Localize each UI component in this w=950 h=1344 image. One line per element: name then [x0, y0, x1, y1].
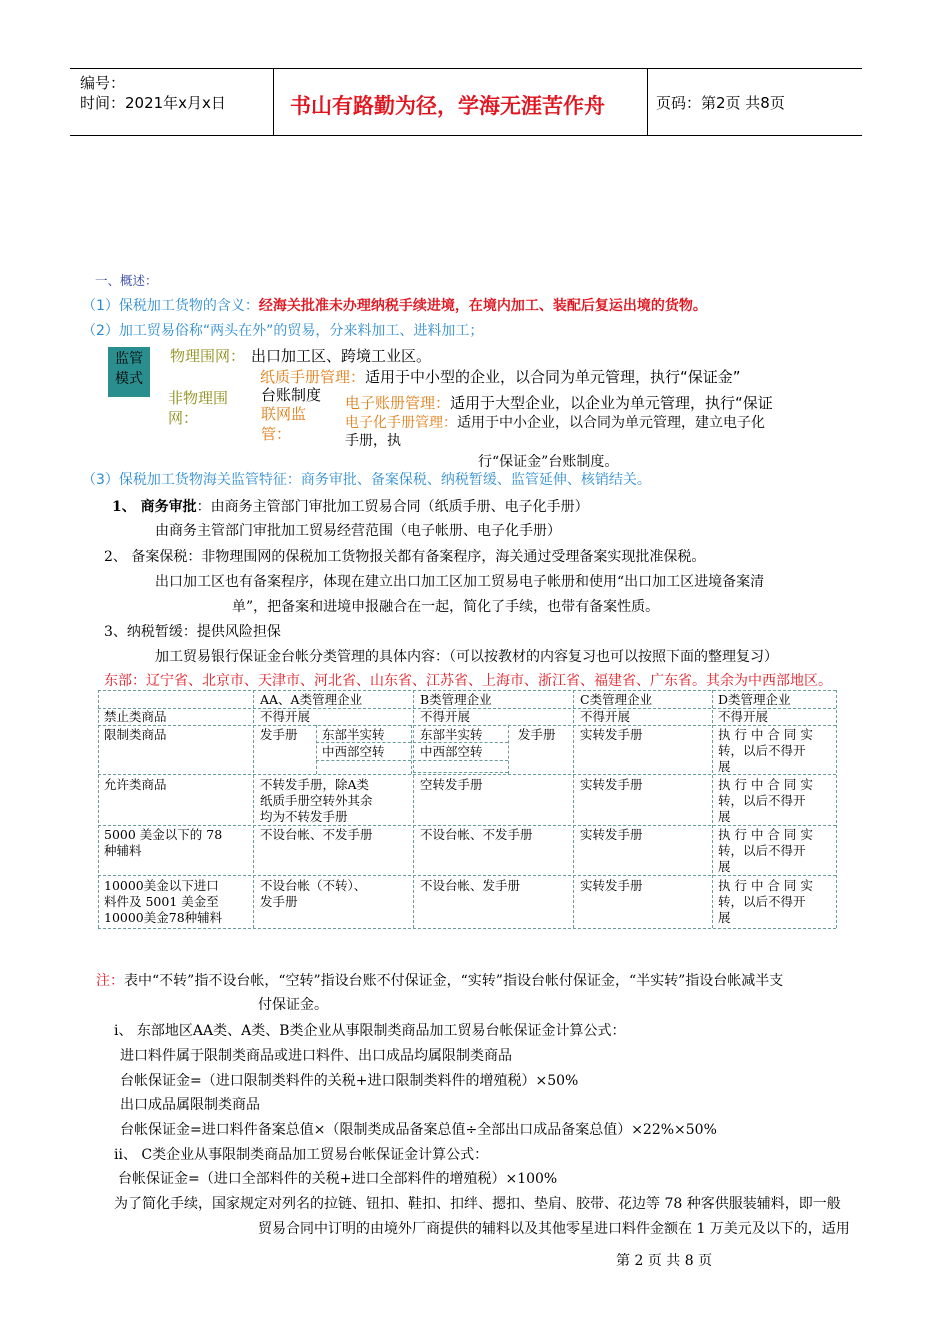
- physical-fence-line: 物理围网： 出口加工区、跨境工业区。: [170, 347, 432, 365]
- formula-i-line2: 台帐保证金=（进口限制类料件的关税+进口限制类料件的增殖税）×50%: [120, 1073, 579, 1089]
- commerce-approval-line2: 由商务主管部门审批加工贸易经营范围（电子帐册、电子化手册）: [155, 523, 561, 539]
- non-physical-fence-label: 非物理围 网：: [168, 389, 229, 427]
- row-5000-c: 实转发手册: [580, 827, 643, 842]
- row-10000-label: 10000美金以下进口 料件及 5001 美金至 10000美金78种辅料: [104, 878, 223, 925]
- formula-i-line1: 进口料件属于限制类商品或进口料件、出口成品均属限制类商品: [120, 1048, 512, 1064]
- formula-ii-line3: 贸易合同中订明的由境外厂商提供的辅料以及其他零星进口料件金额在 1 万美元及以下的，适用: [258, 1221, 850, 1237]
- row-prohibited-a: 不得开展: [260, 709, 311, 724]
- page-footer: 第 2 页 共 8 页: [616, 1253, 713, 1269]
- row-5000-label: 5000 美金以下的 78 种辅料: [104, 827, 223, 858]
- record-bonding-line2: 出口加工区也有备案程序，体现在建立出口加工区加工贸易电子帐册和使用“出口加工区进境备案清: [155, 574, 765, 590]
- formula-ii-line2: 为了简化手续，国家规定对列名的拉链、钮扣、鞋扣、扣绊、摁扣、垫肩、胶带、花边等 78 种客供服装辅料，即一般: [114, 1196, 841, 1212]
- row-prohibited-d: 不得开展: [718, 709, 769, 724]
- formula-i-title: ⅰ、 东部地区AA类、A类、B类企业从事限制类商品加工贸易台帐保证金计算公式：: [114, 1023, 626, 1039]
- paper-manual-line: 纸质手册管理：适用于中小型的企业，以合同为单元管理，执行“保证金”: [260, 368, 741, 386]
- note-line: 注：表中“不转”指不设台帐，“空转”指设台账不付保证金，“实转”指设台帐付保证金，“半实转”指设台帐减半支: [96, 973, 784, 989]
- formula-i-line3: 出口成品属限制类商品: [120, 1097, 260, 1113]
- row-restricted-d: 执 行 中 合 同 实 转，以后不得开 展: [718, 727, 813, 774]
- row-5000-b: 不设台帐、不发手册: [420, 827, 533, 842]
- header-motto: 书山有路勤为径，学海无涯苦作舟: [290, 94, 605, 118]
- row-restricted-b-mid: 中西部空转: [420, 744, 483, 759]
- row-allowed-b: 空转发手册: [420, 777, 483, 792]
- electronic-manual-line-cont: 行“保证金”台账制度。: [478, 454, 619, 470]
- electronic-manual-line: 电子化手册管理：适用于中小企业，以合同为单元管理，建立电子化 手册，执: [345, 415, 765, 449]
- ledger-system-label: 台账制度: [261, 386, 322, 404]
- header-b: B类管理企业: [420, 692, 492, 707]
- formula-ii-line1: 台帐保证金=（进口全部料件的关税+进口全部料件的增殖税）×100%: [118, 1171, 558, 1187]
- regulation-mode-box: 监管 模式: [108, 347, 150, 397]
- row-allowed-d: 执 行 中 合 同 实 转，以后不得开 展: [718, 777, 813, 824]
- note-line2: 付保证金。: [258, 997, 328, 1013]
- formula-ii-title: ⅱ、 C类企业从事限制类商品加工贸易台帐保证金计算公式：: [114, 1147, 489, 1163]
- row-10000-d: 执 行 中 合 同 实 转，以后不得开 展: [718, 878, 813, 925]
- row-allowed-label: 允许类商品: [104, 777, 167, 792]
- guarantee-ledger-line: 加工贸易银行保证金台帐分类管理的具体内容：（可以按教材的内容复习也可以按照下面的整理复习）: [155, 649, 778, 665]
- row-restricted-a-east: 东部半实转: [322, 727, 385, 742]
- row-restricted-b-east: 东部半实转: [420, 727, 483, 742]
- row-5000-d: 执 行 中 合 同 实 转，以后不得开 展: [718, 827, 813, 874]
- east-region-line: 东部：辽宁省、北京市、天津市、河北省、山东省、江苏省、上海市、浙江省、福建省、广东省。其余为中西部地区。: [104, 673, 832, 689]
- row-5000-a: 不设台帐、不发手册: [260, 827, 373, 842]
- row-10000-b: 不设台帐、发手册: [420, 878, 521, 893]
- electronic-book-line: 电子账册管理：适用于大型企业，以企业为单元管理，执行“保证: [345, 394, 773, 412]
- trade-type-line: （2）加工贸易俗称“两头在外”的贸易，分来料加工、进料加工；: [82, 323, 484, 339]
- row-allowed-c: 实转发手册: [580, 777, 643, 792]
- document-time-label: 时间：2021年x月x日: [80, 94, 226, 112]
- document-number-label: 编号：: [80, 74, 126, 92]
- section-title: 一、概述：: [95, 273, 158, 288]
- header-aa-a: AA、A类管理企业: [260, 692, 363, 707]
- header-c: C类管理企业: [580, 692, 653, 707]
- row-prohibited-b: 不得开展: [420, 709, 471, 724]
- record-bonding-line: 2、 备案保税：非物理围网的保税加工货物报关都有备案程序，海关通过受理备案实现批准保税。: [104, 549, 706, 565]
- record-bonding-line3: 单”，把备案和进境申报融合在一起，简化了手续，也带有备案性质。: [232, 599, 660, 615]
- tax-deferral-line: 3、纳税暂缓：提供风险担保: [104, 624, 281, 640]
- row-restricted-label: 限制类商品: [104, 727, 167, 742]
- row-restricted-a: 发手册: [260, 727, 298, 742]
- row-10000-c: 实转发手册: [580, 878, 643, 893]
- supervision-features-line: （3）保税加工货物海关监管特征：商务审批、备案保税、纳税暂缓、监管延伸、核销结关。: [82, 472, 651, 488]
- row-restricted-c: 实转发手册: [580, 727, 643, 742]
- header-page-label: 页码：第2页 共8页: [656, 94, 785, 112]
- row-prohibited-c: 不得开展: [580, 709, 631, 724]
- row-restricted-b: 发手册: [518, 727, 556, 742]
- row-restricted-a-mid: 中西部空转: [322, 744, 385, 759]
- commerce-approval-line: 1、 商务审批：由商务主管部门审批加工贸易合同（纸质手册、电子化手册）: [112, 499, 589, 515]
- definition-line: （1）保税加工货物的含义：经海关批准未办理纳税手续进境，在境内加工、装配后复运出境的货物。: [82, 298, 707, 314]
- row-prohibited-label: 禁止类商品: [104, 709, 167, 724]
- formula-i-line4: 台帐保证金=进口料件备案总值×（限制类成品备案总值÷全部出口成品备案总值）×22%×50%: [120, 1122, 717, 1138]
- header-d: D类管理企业: [718, 692, 791, 707]
- row-allowed-a: 不转发手册，除A类 纸质手册空转外其余 均为不转发手册: [260, 777, 373, 824]
- network-supervision-label: 联网监 管：: [261, 405, 307, 443]
- row-10000-a: 不设台帐（不转）、 发手册: [260, 878, 367, 909]
